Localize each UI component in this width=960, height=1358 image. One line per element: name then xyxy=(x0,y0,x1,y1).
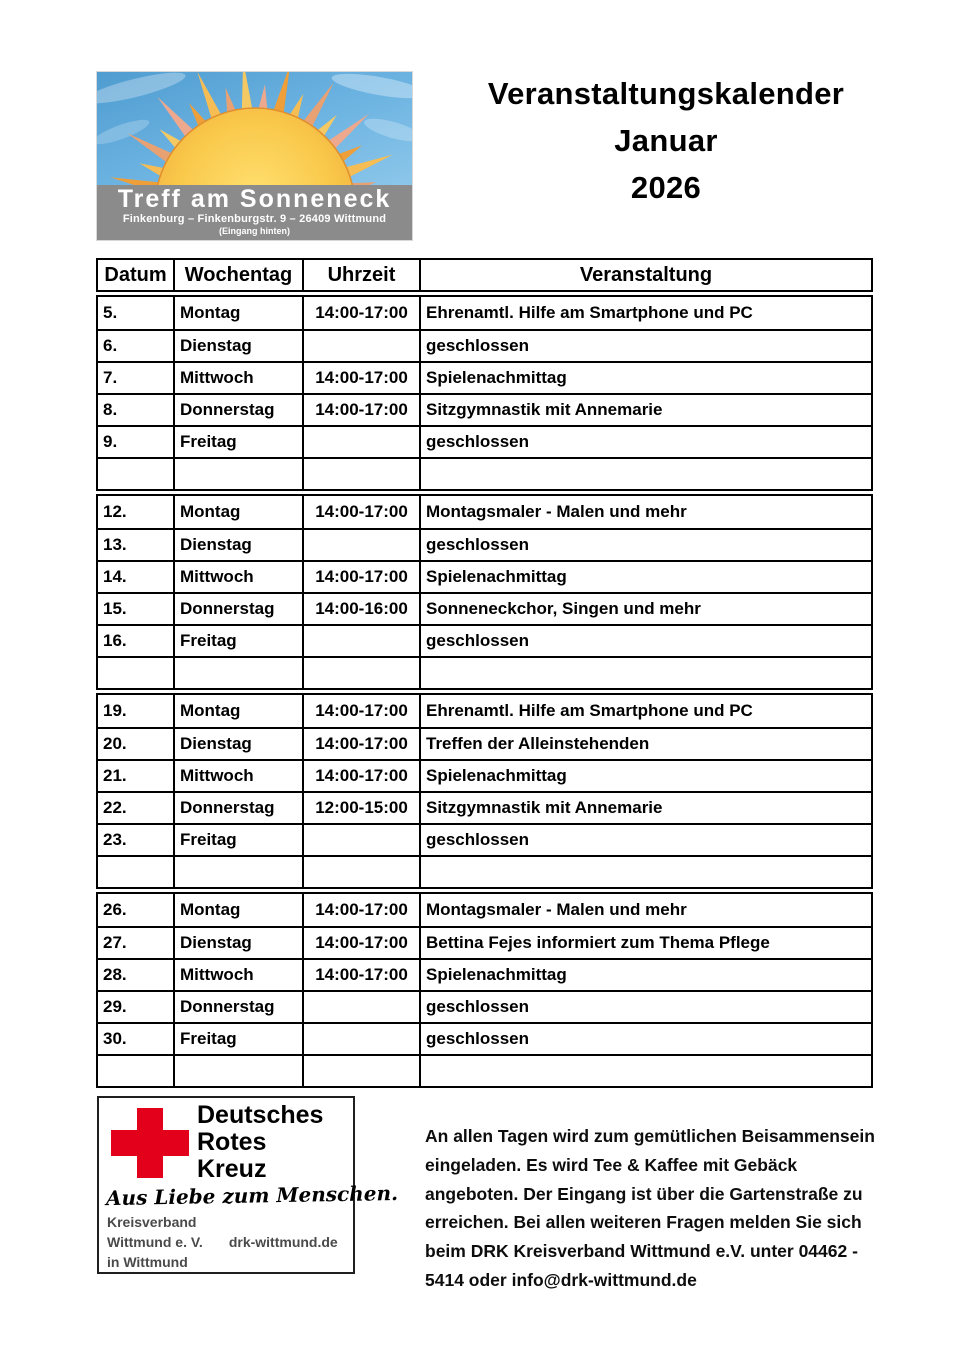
table-row xyxy=(98,926,871,958)
cell-wochentag: Dienstag xyxy=(175,530,304,560)
column-header-uhrzeit: Uhrzeit xyxy=(304,260,421,290)
table-row xyxy=(98,759,871,791)
cell-datum: 14. xyxy=(98,562,175,592)
cell-wochentag: Freitag xyxy=(175,626,304,656)
table-row xyxy=(98,624,871,656)
cell-veranstaltung: geschlossen xyxy=(426,631,529,650)
table-week-group xyxy=(96,892,873,1088)
cell-wochentag xyxy=(175,1056,304,1086)
page-title xyxy=(468,70,864,211)
table-row xyxy=(98,528,871,560)
cell-veranstaltung: geschlossen xyxy=(426,997,529,1016)
drk-website: drk-wittmund.de xyxy=(228,1234,338,1250)
cell-wochentag: Mittwoch xyxy=(175,761,304,791)
cell-uhrzeit xyxy=(304,427,421,457)
drk-name-line1: Deutsches xyxy=(197,1101,324,1129)
page-title-line1: Veranstaltungskalender xyxy=(487,76,845,111)
cell-datum: 16. xyxy=(98,626,175,656)
cell-veranstaltung xyxy=(421,658,871,688)
cell-uhrzeit xyxy=(304,459,421,489)
table-row xyxy=(98,727,871,759)
drk-name-line2: Rotes xyxy=(197,1128,267,1156)
column-header-veranstaltung: Veranstaltung xyxy=(579,263,713,286)
cell-datum: 13. xyxy=(98,530,175,560)
cell-uhrzeit xyxy=(304,331,421,361)
cell-datum: 29. xyxy=(98,992,175,1022)
cell-wochentag: Donnerstag xyxy=(175,395,304,425)
cell-veranstaltung: Treffen der Alleinstehenden xyxy=(426,734,650,753)
cell-wochentag: Montag xyxy=(175,695,304,727)
table-row xyxy=(98,393,871,425)
drk-subtext xyxy=(107,1212,338,1272)
cell-uhrzeit: 14:00-17:00 xyxy=(304,928,421,958)
cell-wochentag: Dienstag xyxy=(175,331,304,361)
cell-uhrzeit: 14:00-17:00 xyxy=(304,894,421,926)
cell-uhrzeit: 12:00-15:00 xyxy=(304,793,421,823)
cell-wochentag: Donnerstag xyxy=(175,992,304,1022)
cell-datum: 28. xyxy=(98,960,175,990)
cell-uhrzeit: 14:00-17:00 xyxy=(304,695,421,727)
cell-uhrzeit xyxy=(304,626,421,656)
cell-wochentag: Donnerstag xyxy=(175,594,304,624)
table-header-row xyxy=(96,258,873,292)
cell-uhrzeit xyxy=(304,658,421,688)
cell-uhrzeit xyxy=(304,1056,421,1086)
sun-painting-icon xyxy=(97,72,412,185)
table-row xyxy=(98,990,871,1022)
banner-title: Treff am Sonneneck xyxy=(117,185,392,213)
table-row xyxy=(98,855,871,887)
cell-uhrzeit: 14:00-17:00 xyxy=(304,297,421,329)
cell-wochentag: Montag xyxy=(175,894,304,926)
drk-in-wittmund: in Wittmund xyxy=(107,1254,188,1270)
cell-veranstaltung: geschlossen xyxy=(426,432,529,451)
cell-wochentag xyxy=(175,658,304,688)
page-title-line3: 2026 xyxy=(630,170,702,205)
cell-uhrzeit xyxy=(304,530,421,560)
banner-address: Finkenburg – Finkenburgstr. 9 – 26409 Wittmund xyxy=(122,213,387,225)
cell-datum: 12. xyxy=(98,496,175,528)
sonneneck-banner xyxy=(97,72,412,240)
cell-uhrzeit xyxy=(304,857,421,887)
drk-logo-box xyxy=(97,1096,399,1274)
cell-datum: 19. xyxy=(98,695,175,727)
table-row xyxy=(98,958,871,990)
info-paragraph: An allen Tagen wird zum gemütlichen Beisammensein eingeladen. Es wird Tee & Kaffee mit Gebäck angeboten. Der Eingang ist über die Gartenstraße zu erreichen. Bei allen weiteren Fragen melden Sie sich beim DRK Kreisverband Wittmund e.V. unter 04462 - 5414 oder info@drk-wittmund.de xyxy=(425,1126,875,1290)
cell-uhrzeit xyxy=(304,1024,421,1054)
table-row xyxy=(98,592,871,624)
table-row xyxy=(98,1022,871,1054)
drk-name xyxy=(197,1102,323,1183)
table-row xyxy=(98,457,871,489)
cell-veranstaltung xyxy=(421,459,871,489)
cell-uhrzeit xyxy=(304,825,421,855)
table-row xyxy=(98,297,871,329)
table-week-group xyxy=(96,693,873,889)
column-header-wochentag: Wochentag xyxy=(175,260,304,290)
red-cross-icon xyxy=(111,1108,189,1178)
cell-wochentag xyxy=(175,459,304,489)
drk-kreisverband: Kreisverband xyxy=(107,1214,197,1230)
table-row xyxy=(98,823,871,855)
cell-veranstaltung: Montagsmaler - Malen und mehr xyxy=(426,502,687,521)
cell-wochentag xyxy=(175,857,304,887)
cell-uhrzeit: 14:00-17:00 xyxy=(304,960,421,990)
cell-datum xyxy=(98,459,175,489)
cell-wochentag: Freitag xyxy=(175,1024,304,1054)
cell-veranstaltung: Sonneneckchor, Singen und mehr xyxy=(426,599,701,618)
cell-datum: 30. xyxy=(98,1024,175,1054)
cell-veranstaltung: Spielenachmittag xyxy=(426,965,567,984)
cell-datum: 20. xyxy=(98,729,175,759)
cell-datum: 15. xyxy=(98,594,175,624)
cell-wochentag: Donnerstag xyxy=(175,793,304,823)
cell-datum: 9. xyxy=(98,427,175,457)
table-body xyxy=(96,295,873,1088)
cell-veranstaltung: Spielenachmittag xyxy=(426,368,567,387)
cell-datum xyxy=(98,1056,175,1086)
cell-datum xyxy=(98,857,175,887)
cell-wochentag: Dienstag xyxy=(175,928,304,958)
cell-uhrzeit xyxy=(304,992,421,1022)
table-row xyxy=(98,791,871,823)
cell-wochentag: Montag xyxy=(175,496,304,528)
table-row xyxy=(98,496,871,528)
cell-datum: 6. xyxy=(98,331,175,361)
cell-wochentag: Montag xyxy=(175,297,304,329)
cell-datum: 27. xyxy=(98,928,175,958)
cell-uhrzeit: 14:00-17:00 xyxy=(304,761,421,791)
table-row xyxy=(98,425,871,457)
cell-datum xyxy=(98,658,175,688)
cell-veranstaltung xyxy=(421,1056,871,1086)
cell-datum: 21. xyxy=(98,761,175,791)
cell-veranstaltung: Montagsmaler - Malen und mehr xyxy=(426,900,687,919)
table-row xyxy=(98,560,871,592)
cell-wochentag: Freitag xyxy=(175,427,304,457)
cell-veranstaltung: Ehrenamtl. Hilfe am Smartphone und PC xyxy=(426,701,753,720)
banner-note: (Eingang hinten) xyxy=(219,226,290,236)
cell-datum: 8. xyxy=(98,395,175,425)
page-title-line2: Januar xyxy=(614,123,718,158)
table-row xyxy=(98,894,871,926)
table-week-group xyxy=(96,295,873,491)
cell-datum: 22. xyxy=(98,793,175,823)
cell-wochentag: Dienstag xyxy=(175,729,304,759)
cell-datum: 7. xyxy=(98,363,175,393)
banner-label-bar xyxy=(97,185,412,240)
drk-name-line3: Kreuz xyxy=(197,1155,267,1183)
cell-uhrzeit: 14:00-17:00 xyxy=(304,729,421,759)
cell-veranstaltung: geschlossen xyxy=(426,1029,529,1048)
cell-uhrzeit: 14:00-17:00 xyxy=(304,363,421,393)
table-row xyxy=(98,656,871,688)
column-header-datum: Datum xyxy=(98,260,175,290)
cell-wochentag: Mittwoch xyxy=(175,960,304,990)
cell-veranstaltung: Spielenachmittag xyxy=(426,567,567,586)
cell-veranstaltung: Ehrenamtl. Hilfe am Smartphone und PC xyxy=(426,303,753,322)
cell-veranstaltung: Spielenachmittag xyxy=(426,766,567,785)
cell-veranstaltung: Sitzgymnastik mit Annemarie xyxy=(426,798,663,817)
cell-uhrzeit: 14:00-16:00 xyxy=(304,594,421,624)
cell-veranstaltung: geschlossen xyxy=(426,830,529,849)
cell-datum: 26. xyxy=(98,894,175,926)
drk-slogan: Aus Liebe zum Menschen. xyxy=(105,1181,399,1211)
cell-datum: 23. xyxy=(98,825,175,855)
cell-datum: 5. xyxy=(98,297,175,329)
table-row xyxy=(98,1054,871,1086)
table-row xyxy=(98,695,871,727)
cell-veranstaltung: geschlossen xyxy=(426,336,529,355)
cell-veranstaltung: Sitzgymnastik mit Annemarie xyxy=(426,400,663,419)
cell-veranstaltung: geschlossen xyxy=(426,535,529,554)
cell-wochentag: Mittwoch xyxy=(175,363,304,393)
cell-uhrzeit: 14:00-17:00 xyxy=(304,395,421,425)
table-row xyxy=(98,329,871,361)
table-row xyxy=(98,361,871,393)
cell-veranstaltung: Bettina Fejes informiert zum Thema Pflege xyxy=(426,933,770,952)
cell-wochentag: Mittwoch xyxy=(175,562,304,592)
table-week-group xyxy=(96,494,873,690)
cell-wochentag: Freitag xyxy=(175,825,304,855)
cell-veranstaltung xyxy=(421,857,871,887)
drk-wittmund-ev: Wittmund e. V. xyxy=(107,1234,203,1250)
events-table xyxy=(96,258,873,1091)
cell-uhrzeit: 14:00-17:00 xyxy=(304,496,421,528)
cell-uhrzeit: 14:00-17:00 xyxy=(304,562,421,592)
